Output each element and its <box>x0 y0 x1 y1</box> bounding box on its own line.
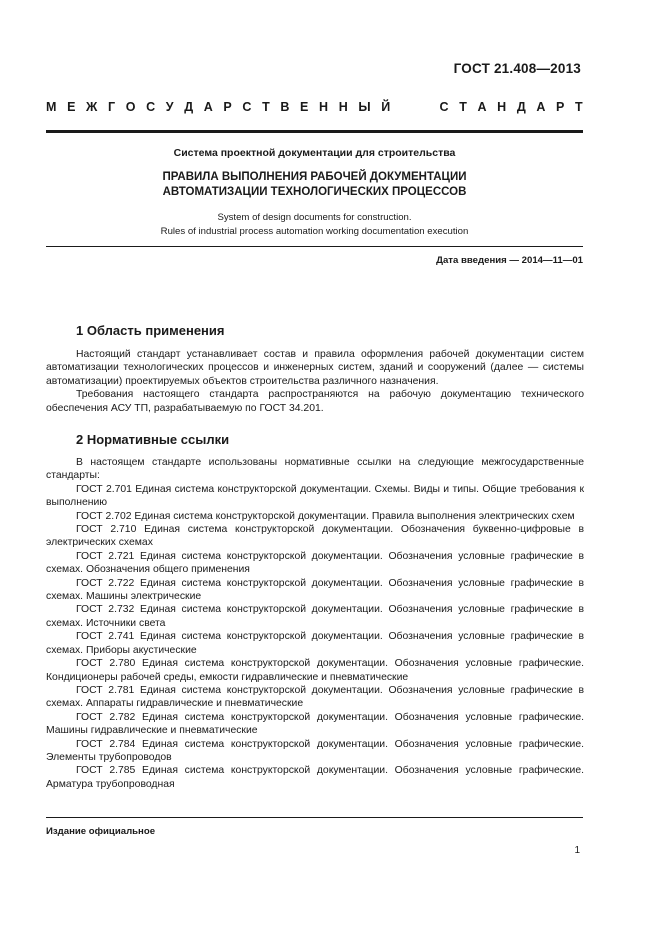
banner-letter: Т <box>262 100 270 114</box>
paragraph: Настоящий стандарт устанавливает состав и правила оформления рабочей документации систем автоматизации технологических процессов и инженерных систем, зданий и сооружений (далее — системы автоматизации) проектируемых объектов строительства различного назначения. <box>46 349 584 387</box>
standard-code: ГОСТ 21.408—2013 <box>453 61 581 76</box>
reference-item: ГОСТ 2.741 Единая система конструкторской документации. Обозначения условные графические в схемах. Приборы акустические <box>46 631 584 656</box>
banner-letter: Р <box>556 100 565 114</box>
english-title-line: Rules of industrial process automation working documentation execution <box>160 226 469 237</box>
banner-letter: Н <box>497 100 507 114</box>
banner-letter: С <box>242 100 252 114</box>
reference-item: ГОСТ 2.780 Единая система конструкторской документации. Обозначения условные графические. Кондиционеры рабочей среды, емкости гидравлические и пневматические <box>46 658 584 683</box>
banner-letter: Е <box>67 100 76 114</box>
english-title <box>46 211 583 239</box>
reference-item: ГОСТ 2.710 Единая система конструкторской документации. Обозначения буквенно-цифровые в электрических схемах <box>46 524 584 549</box>
banner-letter: А <box>477 100 487 114</box>
footer-divider <box>46 817 583 818</box>
banner-letter: Е <box>300 100 309 114</box>
banner-word-gap <box>401 100 429 114</box>
document-title-line: АВТОМАТИЗАЦИИ ТЕХНОЛОГИЧЕСКИХ ПРОЦЕССОВ <box>162 186 467 198</box>
banner-letter: Й <box>381 100 391 114</box>
reference-item: ГОСТ 2.722 Единая система конструкторской документации. Обозначения условные графические в схемах. Машины электрические <box>46 577 584 603</box>
banner-letter: Ж <box>86 100 98 114</box>
banner-letter: А <box>203 100 213 114</box>
banner-letter: Т <box>459 100 467 114</box>
interstate-standard-banner <box>46 100 583 114</box>
banner-letter: Н <box>338 100 348 114</box>
banner-letter: Д <box>184 100 194 114</box>
section-heading-scope: 1 Область применения <box>76 323 225 338</box>
system-title: Система проектной документации для строительства <box>173 147 456 159</box>
banner-letter: Н <box>319 100 329 114</box>
banner-letter: А <box>536 100 546 114</box>
paragraph: Требования настоящего стандарта распространяются на рабочую документацию технического обеспечения АСУ ТП, разрабатываемую по ГОСТ 34.201. <box>46 389 584 414</box>
page-number: 1 <box>574 845 580 856</box>
reference-item: ГОСТ 2.702 Единая система конструкторской документации. Правила выполнения электрических схем <box>76 510 575 522</box>
banner-letter: Д <box>516 100 526 114</box>
banner-letter: Р <box>223 100 232 114</box>
reference-item: ГОСТ 2.721 Единая система конструкторской документации. Обозначения условные графические в схемах. Обозначения общего применения <box>46 550 584 576</box>
reference-item: ГОСТ 2.701 Единая система конструкторской документации. Схемы. Виды и типы. Общие требования к выполнению <box>46 483 584 509</box>
banner-letter: С <box>439 100 449 114</box>
banner-letter: Ы <box>358 100 371 114</box>
reference-item: ГОСТ 2.785 Единая система конструкторской документации. Обозначения условные графические. Арматура трубопроводная <box>46 765 584 790</box>
document-title-line: ПРАВИЛА ВЫПОЛНЕНИЯ РАБОЧЕЙ ДОКУМЕНТАЦИИ <box>162 171 467 183</box>
paragraph: В настоящем стандарте использованы нормативные ссылки на следующие межгосударственные стандарты: <box>46 457 584 482</box>
banner-letter: Г <box>108 100 116 114</box>
reference-item: ГОСТ 2.784 Единая система конструкторской документации. Обозначения условные графические. Элементы трубопроводов <box>46 738 584 763</box>
reference-item: ГОСТ 2.782 Единая система конструкторской документации. Обозначения условные графические. Машины гидравлические и пневматические <box>46 711 584 737</box>
banner-letter: С <box>146 100 156 114</box>
banner-letter: О <box>125 100 136 114</box>
banner-letter: М <box>46 100 57 114</box>
introduction-date: Дата введения — 2014—11—01 <box>436 255 583 266</box>
banner-letter: Т <box>575 100 583 114</box>
section-references-body <box>46 456 584 791</box>
banner-letter: В <box>280 100 290 114</box>
official-edition-label: Издание официальное <box>46 826 156 837</box>
english-title-line: System of design documents for construction. <box>217 212 412 223</box>
reference-item: ГОСТ 2.781 Единая система конструкторской документации. Обозначения условные графические в схемах. Аппараты гидравлические и пневматические <box>46 684 584 710</box>
header-divider-thick <box>46 130 583 133</box>
reference-item: ГОСТ 2.732 Единая система конструкторской документации. Обозначения условные графические в схемах. Источники света <box>46 604 584 629</box>
section-scope-body <box>46 348 584 415</box>
document-title <box>46 170 583 200</box>
title-divider <box>46 246 583 247</box>
banner-letter: У <box>165 100 174 114</box>
section-heading-references: 2 Нормативные ссылки <box>76 432 230 447</box>
